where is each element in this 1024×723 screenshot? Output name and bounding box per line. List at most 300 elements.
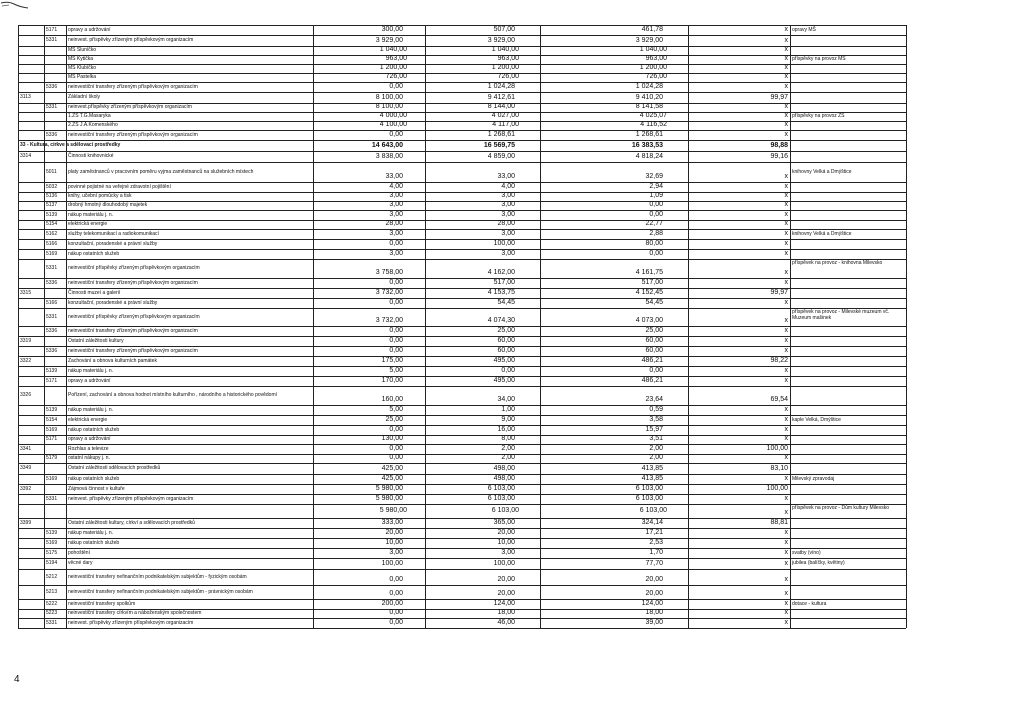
row-subcode: 5179 xyxy=(46,455,58,461)
row-subcode: 5336 xyxy=(46,327,58,334)
row-subcode: 5166 xyxy=(46,240,58,247)
value-actual-item xyxy=(605,391,667,405)
value-actual: 0,00 xyxy=(649,250,663,257)
row-subcode: 5194 xyxy=(46,560,58,566)
row-code: 3315 xyxy=(20,289,32,296)
row-note: Milevský zpravodaj xyxy=(792,475,835,482)
row-label: knihy, učební pomůcky a tisk xyxy=(68,193,132,199)
value-adjusted-item xyxy=(457,600,519,610)
value-actual-item xyxy=(605,347,667,357)
value-adjusted: 9,00 xyxy=(501,416,515,423)
table-row xyxy=(0,25,1024,35)
row-code xyxy=(20,368,44,377)
row-note xyxy=(792,530,910,539)
row-code xyxy=(20,202,44,210)
value-percent: 98,22 xyxy=(770,357,788,364)
table-row xyxy=(0,55,1024,64)
scan-artifact-icon xyxy=(0,0,40,14)
value-approved-item xyxy=(345,435,407,444)
value-approved: 425,00 xyxy=(381,475,403,482)
row-note: kaple Velká, Dmýštice xyxy=(792,416,841,423)
row-subcode: 5139 xyxy=(46,406,58,413)
value-percent: 83,10 xyxy=(770,465,788,472)
value-actual-item xyxy=(605,600,667,610)
row-code: 3349 xyxy=(20,465,32,471)
value-adjusted: 365,00 xyxy=(493,519,515,526)
row-note xyxy=(792,358,910,367)
table-row xyxy=(0,249,1024,259)
value-adjusted-item xyxy=(457,445,519,455)
value-actual-item xyxy=(605,250,667,260)
value-actual: 517,00 xyxy=(641,279,663,286)
value-adjusted-item xyxy=(457,475,519,485)
value-percent: 100,00 xyxy=(766,485,788,492)
value-actual-item xyxy=(605,549,667,559)
value-percent: x xyxy=(784,26,788,33)
value-adjusted: 3 929,00 xyxy=(487,37,515,44)
value-adjusted-item xyxy=(457,609,519,618)
row-subcode: 5171 xyxy=(46,26,58,33)
value-actual-item xyxy=(605,416,667,426)
value-adjusted-item xyxy=(457,357,519,367)
value-approved-item xyxy=(345,426,407,436)
table-row xyxy=(0,140,1024,151)
value-actual: 0,59 xyxy=(649,406,663,413)
value-adjusted: 20,00 xyxy=(497,529,515,536)
table-row xyxy=(0,308,1024,326)
row-code xyxy=(20,265,44,278)
row-note: knihovny Velká a Dmýštice xyxy=(792,168,852,175)
table-row xyxy=(0,504,1024,518)
value-approved-item xyxy=(345,264,407,278)
row-note xyxy=(792,84,910,93)
value-actual-item xyxy=(605,485,667,495)
value-approved: 0,00 xyxy=(389,279,403,286)
value-approved: 8 100,00 xyxy=(375,94,403,101)
value-approved: 100,00 xyxy=(381,560,403,567)
row-label: nákup materiálu j. n. xyxy=(68,211,114,218)
row-code xyxy=(20,113,44,121)
value-actual: 15,97 xyxy=(645,426,663,433)
row-label: Zájmová činnost v kultuře xyxy=(68,485,125,492)
row-label: Činnosti knihovnické xyxy=(68,153,114,159)
value-percent: x xyxy=(784,454,788,461)
row-subcode: 5137 xyxy=(46,202,58,208)
row-label: neinvestiční transfery nefinančním podnikatelským subjektům - fyzickým osobám xyxy=(68,573,247,580)
row-label: neinvest. příspěvky zřízeným příspěvkovým organizacím xyxy=(68,37,194,43)
value-percent: x xyxy=(784,576,788,583)
table-row xyxy=(0,46,1024,55)
row-code xyxy=(20,212,44,221)
value-percent: x xyxy=(784,173,788,180)
row-note xyxy=(792,251,910,260)
row-code xyxy=(20,476,44,485)
value-adjusted-item xyxy=(457,211,519,221)
table-row xyxy=(0,82,1024,92)
value-adjusted-item xyxy=(457,152,519,162)
value-adjusted-item xyxy=(457,416,519,426)
value-actual-item xyxy=(605,357,667,367)
row-label: Zachování a obnova kulturních památek xyxy=(68,357,157,364)
value-approved: 0,00 xyxy=(389,240,403,247)
value-approved: 3,00 xyxy=(389,549,403,556)
row-label: MŠ Klubíčko xyxy=(68,65,97,71)
value-approved: 14 643,00 xyxy=(371,142,403,149)
value-percent: x xyxy=(784,83,788,90)
row-code xyxy=(20,122,44,130)
value-actual-item xyxy=(605,220,667,229)
row-subcode: 5336 xyxy=(46,131,58,138)
row-code xyxy=(20,132,44,141)
row-code: 3314 xyxy=(20,153,32,159)
value-approved-item xyxy=(345,357,407,367)
value-actual: 1 268,61 xyxy=(635,131,663,138)
value-adjusted-item: 1 200,00 xyxy=(491,64,519,71)
value-approved: 333,00 xyxy=(381,519,403,526)
row-note: jubilea (balíčky, květiny) xyxy=(792,560,845,566)
value-approved: 25,00 xyxy=(385,416,403,423)
value-adjusted-item: 4 117,00 xyxy=(492,121,519,128)
row-note xyxy=(792,436,910,444)
value-adjusted-item xyxy=(457,250,519,260)
value-adjusted: 3,00 xyxy=(501,250,515,257)
value-adjusted-item xyxy=(457,289,519,299)
value-actual: 9 410,20 xyxy=(635,94,663,101)
row-note: příspěvek na provoz - Milevské muzeum vč. Muzeum mašinek xyxy=(792,309,890,321)
row-subcode: 5136 xyxy=(46,193,58,199)
value-approved-item xyxy=(345,240,407,250)
row-subcode: 5212 xyxy=(46,573,58,580)
value-actual: 18,00 xyxy=(645,609,663,616)
row-label: neinvest.příspěvky zřízeným příspěvkovým organizacím xyxy=(68,104,192,110)
value-approved-item xyxy=(345,93,407,103)
table-row xyxy=(0,73,1024,82)
value-actual: 4 152,45 xyxy=(635,289,663,296)
row-subcode xyxy=(46,338,65,347)
row-subcode: 5169 xyxy=(46,539,58,546)
value-approved-item xyxy=(345,475,407,485)
row-note xyxy=(792,368,910,377)
row-label: MŠ Sluníčko xyxy=(68,47,97,53)
value-actual-item xyxy=(605,131,667,141)
row-subcode: 5331 xyxy=(46,619,58,626)
row-subcode xyxy=(46,74,65,82)
row-code xyxy=(20,610,44,618)
table-row xyxy=(0,376,1024,386)
value-actual-item xyxy=(605,454,667,463)
row-code xyxy=(20,436,44,444)
row-code xyxy=(20,589,44,600)
row-label: MŠ Kytička xyxy=(68,56,94,62)
value-adjusted-item xyxy=(457,279,519,289)
row-label: MŠ Pastelka xyxy=(68,74,97,80)
row-code: 3399 xyxy=(20,519,32,526)
table-row xyxy=(0,112,1024,121)
value-actual-item xyxy=(605,299,667,309)
value-actual: 2,53 xyxy=(649,539,663,546)
row-note: dotace - kultura xyxy=(792,600,827,607)
row-note xyxy=(792,392,910,405)
row-note xyxy=(792,65,910,73)
row-note xyxy=(792,202,910,210)
row-subcode xyxy=(46,508,65,519)
row-code xyxy=(20,65,44,73)
value-actual: 413,85 xyxy=(641,475,663,482)
value-adjusted: 100,00 xyxy=(493,560,515,567)
value-adjusted-item xyxy=(457,337,519,347)
value-percent: 98,88 xyxy=(770,142,788,149)
row-note xyxy=(792,74,910,82)
value-actual: 54,45 xyxy=(645,299,663,306)
row-label: ostatní nákupy j. n. xyxy=(68,455,110,461)
value-actual: 2,00 xyxy=(649,454,663,461)
value-approved: 3 838,00 xyxy=(375,153,403,160)
value-approved-item xyxy=(345,347,407,357)
row-subcode xyxy=(46,113,65,121)
value-approved: 175,00 xyxy=(381,357,403,364)
row-note xyxy=(792,465,910,474)
value-actual-item xyxy=(605,619,667,629)
value-adjusted: 1 024,28 xyxy=(487,83,515,90)
row-label xyxy=(68,508,311,519)
row-subcode: 5162 xyxy=(46,230,58,237)
table-row xyxy=(0,518,1024,528)
row-subcode: 5222 xyxy=(46,600,58,607)
value-approved: 200,00 xyxy=(381,600,403,607)
row-subcode xyxy=(46,56,65,64)
row-label: pohoštění xyxy=(68,549,90,556)
value-approved-item xyxy=(345,220,407,229)
value-approved: 0,00 xyxy=(389,590,403,597)
value-approved-item: 1 040,00 xyxy=(379,46,407,53)
value-percent: x xyxy=(784,230,788,237)
row-label: neinvestiční transfery zřízeným příspěvkovým organizacím xyxy=(68,279,198,286)
value-adjusted: 20,00 xyxy=(497,590,515,597)
row-code xyxy=(20,417,44,426)
value-actual: 39,00 xyxy=(645,619,663,626)
row-subcode xyxy=(46,486,65,495)
value-percent: x xyxy=(784,55,788,62)
row-note xyxy=(792,280,910,289)
row-note xyxy=(792,37,910,46)
row-label: 2.ZŠ J.A.Komenského xyxy=(68,122,118,128)
table-row xyxy=(0,474,1024,484)
value-adjusted-item xyxy=(457,464,519,474)
row-subcode: 5154 xyxy=(46,221,58,227)
row-label xyxy=(68,142,311,151)
value-actual-item xyxy=(605,559,667,569)
value-actual-item: 6 103,00 xyxy=(639,506,667,514)
row-label: neinvestiční příspěvky zřízeným příspěvkovým organizacím xyxy=(68,265,200,271)
value-adjusted: 4 859,00 xyxy=(487,153,515,160)
value-approved-item xyxy=(345,327,407,337)
value-actual-item xyxy=(605,141,667,151)
table-row xyxy=(0,494,1024,504)
value-percent: x xyxy=(784,529,788,536)
value-approved-item xyxy=(345,337,407,347)
value-approved: 0,00 xyxy=(389,426,403,433)
value-percent: x xyxy=(784,406,788,413)
table-row xyxy=(0,35,1024,46)
value-actual-item xyxy=(605,519,667,529)
row-note: příspěvky na provoz ZŠ xyxy=(792,113,845,119)
row-code xyxy=(20,56,44,64)
table-row xyxy=(0,182,1024,192)
value-actual: 22,77 xyxy=(645,220,663,227)
row-code: 33 - Kultura, církve a sdělovací prostředky xyxy=(20,142,121,148)
value-adjusted-item xyxy=(457,103,519,112)
value-approved: 0,00 xyxy=(389,576,403,583)
row-note xyxy=(792,610,910,618)
value-percent: x xyxy=(784,619,788,626)
value-approved-item xyxy=(345,103,407,112)
value-actual: 17,21 xyxy=(645,529,663,536)
value-actual: 2,00 xyxy=(649,445,663,452)
value-adjusted-item xyxy=(457,201,519,210)
row-code xyxy=(20,47,44,55)
value-approved: 170,00 xyxy=(381,377,403,384)
value-percent: x xyxy=(784,609,788,616)
table-row xyxy=(0,585,1024,599)
value-actual-item xyxy=(605,588,667,600)
value-approved-item xyxy=(345,454,407,463)
value-percent: x xyxy=(784,327,788,334)
row-label: opravy a udržování xyxy=(68,436,111,442)
value-actual-item: 726,00 xyxy=(645,73,667,80)
row-note xyxy=(792,574,910,586)
row-code xyxy=(20,280,44,289)
value-approved-item xyxy=(345,250,407,260)
value-adjusted: 6 103,00 xyxy=(487,495,515,502)
value-percent: x xyxy=(784,590,788,597)
column-divider xyxy=(44,25,45,628)
value-adjusted-item xyxy=(457,495,519,505)
value-approved-item xyxy=(345,299,407,309)
row-code: 3322 xyxy=(20,357,32,364)
value-adjusted-item: 1 040,00 xyxy=(491,46,519,53)
value-actual: 1 024,28 xyxy=(635,83,663,90)
row-note xyxy=(792,132,910,141)
value-actual-item xyxy=(605,573,667,586)
column-divider xyxy=(18,25,19,628)
row-note xyxy=(792,446,910,455)
value-actual: 6 103,00 xyxy=(635,485,663,492)
row-subcode xyxy=(46,392,65,405)
value-actual: 4 818,24 xyxy=(635,153,663,160)
value-adjusted-item xyxy=(457,485,519,495)
row-subcode: 5154 xyxy=(46,416,58,423)
row-code xyxy=(20,620,44,629)
value-actual-item: 1 200,00 xyxy=(639,64,667,71)
value-actual-item xyxy=(605,152,667,162)
value-actual-item xyxy=(605,529,667,539)
value-percent: x xyxy=(784,560,788,567)
value-actual-item xyxy=(605,539,667,549)
value-actual-item xyxy=(605,240,667,250)
row-code: 3113 xyxy=(20,94,31,100)
value-adjusted: 517,00 xyxy=(493,279,515,286)
value-adjusted-item xyxy=(457,549,519,559)
row-code xyxy=(20,27,44,36)
value-actual: 3 929,00 xyxy=(635,37,663,44)
table-row xyxy=(0,386,1024,405)
row-code xyxy=(20,574,44,586)
value-adjusted-item xyxy=(457,367,519,377)
value-adjusted: 4 074,30 xyxy=(487,317,515,324)
value-actual: 3,58 xyxy=(649,416,663,423)
value-percent: x xyxy=(784,192,788,199)
value-approved-item xyxy=(345,83,407,93)
value-percent: x xyxy=(784,367,788,374)
value-adjusted: 60,00 xyxy=(497,347,515,354)
value-actual-item xyxy=(605,230,667,240)
row-label: nákup ostatních služeb xyxy=(68,539,120,546)
row-label: konzultační, poradenské a právní služby xyxy=(68,240,158,247)
value-actual: 6 103,00 xyxy=(635,495,663,502)
value-adjusted-item xyxy=(457,529,519,539)
value-adjusted: 495,00 xyxy=(493,377,515,384)
value-actual-item: 4 025,07 xyxy=(639,112,667,119)
table-row xyxy=(0,288,1024,298)
value-adjusted-item xyxy=(457,426,519,436)
row-code xyxy=(20,540,44,549)
value-approved-item xyxy=(345,230,407,240)
value-percent: x xyxy=(784,509,788,516)
value-adjusted: 4 162,00 xyxy=(487,269,515,276)
row-label: Ostatní záležitosti kultury, církví a sdělovacích prostředků xyxy=(68,519,195,526)
value-approved-item xyxy=(345,367,407,377)
value-approved-item xyxy=(345,485,407,495)
row-subcode: 5331 xyxy=(46,313,58,320)
table-row xyxy=(0,548,1024,558)
value-approved-item xyxy=(345,391,407,405)
value-actual: 20,00 xyxy=(645,590,663,597)
row-subcode xyxy=(46,122,65,130)
value-actual-item xyxy=(605,377,667,387)
value-actual: 80,00 xyxy=(645,240,663,247)
value-actual-item xyxy=(605,36,667,46)
value-approved: 3,00 xyxy=(389,211,403,218)
row-note xyxy=(792,184,910,193)
value-approved: 0,00 xyxy=(389,454,403,461)
row-label: elektrická energie xyxy=(68,221,108,227)
value-approved: 28,00 xyxy=(385,220,403,227)
value-percent: x xyxy=(784,495,788,502)
value-actual: 1,09 xyxy=(649,192,663,199)
row-note xyxy=(792,407,910,416)
row-subcode: 5139 xyxy=(46,367,58,374)
row-code xyxy=(20,550,44,559)
value-percent: x xyxy=(784,103,788,110)
row-subcode xyxy=(46,465,65,474)
row-label: nákup materiálu j. n. xyxy=(68,367,114,374)
row-label: nákup materiálu j. n. xyxy=(68,406,114,413)
value-approved-item xyxy=(345,495,407,505)
table-row xyxy=(0,326,1024,336)
value-actual-item xyxy=(605,327,667,337)
value-approved-item: 4 000,00 xyxy=(379,112,407,119)
row-code xyxy=(20,193,44,201)
row-note xyxy=(792,241,910,250)
value-actual-item xyxy=(605,26,667,36)
value-actual: 20,00 xyxy=(645,576,663,583)
value-percent: x xyxy=(784,112,788,119)
row-label: Základní školy xyxy=(68,94,100,100)
value-adjusted-item xyxy=(457,83,519,93)
table-row xyxy=(0,618,1024,628)
row-subcode xyxy=(46,47,65,55)
value-approved: 3,00 xyxy=(389,201,403,208)
